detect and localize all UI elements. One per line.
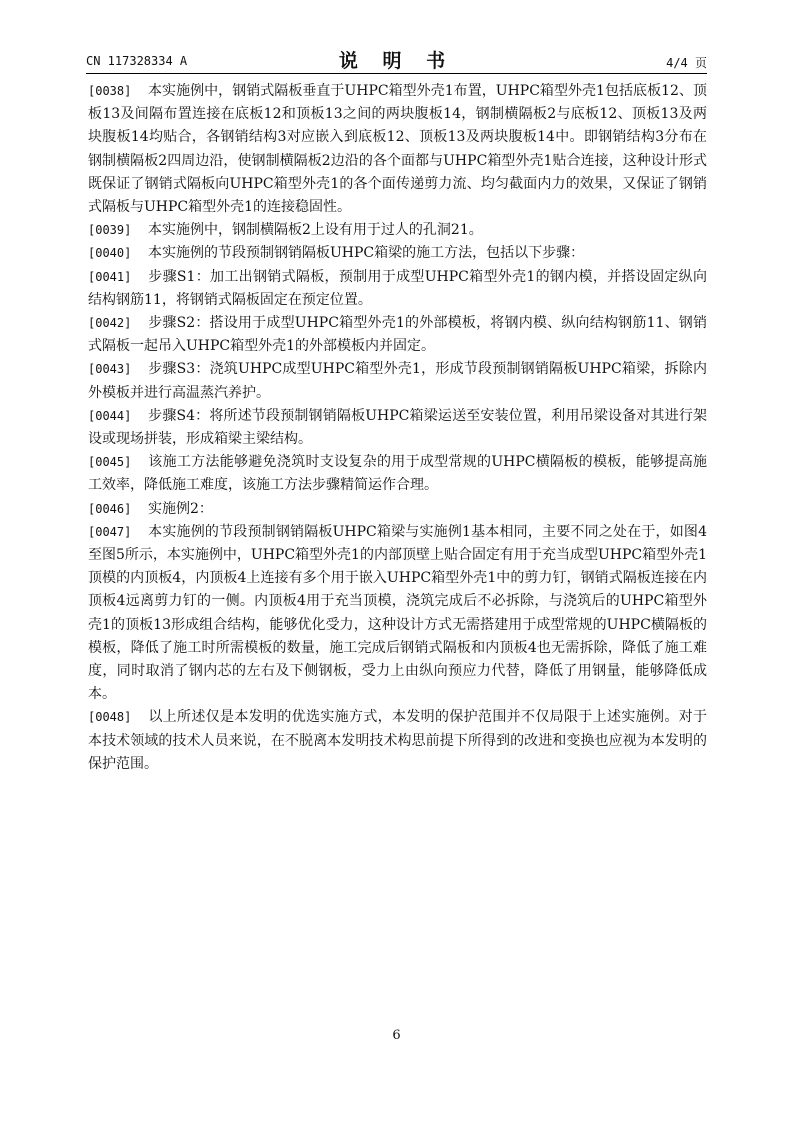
- page-indicator: 4/4 页: [666, 56, 707, 70]
- paragraph-text: 步骤S2：搭设用于成型UHPC箱型外壳1的外部模板，将钢内模、纵向结构钢筋11、钢销式隔板一起吊入UHPC箱型外壳1的外部模板内并固定。: [88, 315, 707, 355]
- paragraph-text: 本实施例的节段预制钢销隔板UHPC箱梁的施工方法，包括以下步骤：: [148, 245, 585, 262]
- paragraph-text: 实施例2：: [148, 500, 213, 517]
- paragraph-0048: [88, 706, 707, 776]
- page-number: 6: [392, 1028, 401, 1043]
- paragraph-text: 本实施例中，钢制横隔板2上设有用于过人的孔洞21。: [148, 222, 483, 239]
- paragraph-number: [0038]: [88, 84, 132, 98]
- document-title: 说 明 书: [338, 50, 455, 72]
- paragraph-text: 步骤S3：浇筑UHPC成型UHPC箱型外壳1，形成节段预制钢销隔板UHPC箱梁，拆除内外模板并进行高温蒸汽养护。: [88, 361, 707, 401]
- paragraph-number: [0047]: [88, 524, 132, 539]
- page-header: [86, 46, 707, 74]
- paragraph-0043: [88, 358, 707, 404]
- paragraph-0047: [88, 521, 707, 707]
- paragraph-number: [0041]: [88, 269, 132, 284]
- paragraph-text: 本实施例中，钢销式隔板垂直于UHPC箱型外壳1布置，UHPC箱型外壳1包括底板12、顶板13及间隔布置连接在底板12和顶板13之间的两块腹板14，钢制横隔板2与底板12、顶板13及两块腹板14均贴合，各钢销结构3对应嵌入到底板12、顶板13及两块腹板14中。即钢销结构3分布在钢制横隔板2四周边沿，使钢制横隔板2边沿的各个面都与UHPC箱型外壳1贴合连接，这种设计形式既保证了钢销式隔板向UHPC箱型外壳1的各个面传递剪力流、均匀截面内力的效果，又保证了钢销式隔板与UHPC箱型外壳1的连接稳固性。: [88, 83, 707, 216]
- paragraph-0044: [88, 405, 707, 451]
- paragraph-number: [0040]: [88, 246, 132, 261]
- paragraph-number: [0044]: [88, 408, 132, 423]
- paragraph-text: 步骤S1：加工出钢销式隔板，预制用于成型UHPC箱型外壳1的钢内模，并搭设固定纵向结构钢筋11，将钢销式隔板固定在预定位置。: [88, 268, 707, 308]
- paragraph-number: [0045]: [88, 455, 132, 470]
- paragraph-0042: [88, 312, 707, 358]
- paragraph-number: [0046]: [88, 501, 132, 516]
- paragraph-number: [0048]: [88, 710, 132, 725]
- paragraph-text: 该施工方法能够避免浇筑时支设复杂的用于成型常规的UHPC横隔板的模板，能够提高施工效率，降低施工难度，该施工方法步骤精简运作合理。: [88, 454, 707, 494]
- patent-number: CN 117328334 A: [86, 54, 188, 68]
- paragraph-text: 步骤S4：将所述节段预制钢销隔板UHPC箱梁运送至安装位置，利用吊梁设备对其进行架设或现场拼装，形成箱梁主梁结构。: [88, 407, 707, 448]
- paragraph-number: [0039]: [88, 223, 132, 238]
- paragraph-0041: [88, 266, 707, 312]
- paragraph-0040: [88, 242, 707, 265]
- paragraph-text: 以上所述仅是本发明的优选实施方式，本发明的保护范围并不仅局限于上述实施例。对于本技术领域的技术人员来说，在不脱离本发明技术构思前提下所得到的改进和变换也应视为本发明的保护范围。: [88, 709, 707, 772]
- description-body: [88, 80, 707, 776]
- paragraph-0046: [88, 498, 707, 521]
- paragraph-0038: [88, 80, 707, 219]
- paragraph-0045: [88, 451, 707, 497]
- paragraph-number: [0043]: [88, 362, 132, 377]
- paragraph-text: 本实施例的节段预制钢销隔板UHPC箱梁与实施例1基本相同，主要不同之处在于，如图4至图5所示，本实施例中，UHPC箱型外壳1的内部顶壁上贴合固定有用于充当成型UHPC箱型外壳1顶模的内顶板4，内顶板4上连接有多个用于嵌入UHPC箱型外壳1中的剪力钉，钢销式隔板连接在内顶板4远离剪力钉的一侧。内顶板4用于充当顶模，浇筑完成后不必拆除，与浇筑后的UHPC箱型外壳1的顶板13形成组合结构，能够优化受力，这种设计方式无需搭建用于成型常规的UHPC横隔板的模板，降低了施工时所需模板的数量，施工完成后钢销式隔板和内顶板4也无需拆除，降低了施工难度，同时取消了钢内芯的左右及下侧钢板，受力上由纵向预应力代替，降低了用钢量，能够降低成本。: [88, 523, 707, 703]
- paragraph-number: [0042]: [88, 316, 132, 331]
- header-rule: [86, 73, 707, 74]
- paragraph-0039: [88, 219, 707, 242]
